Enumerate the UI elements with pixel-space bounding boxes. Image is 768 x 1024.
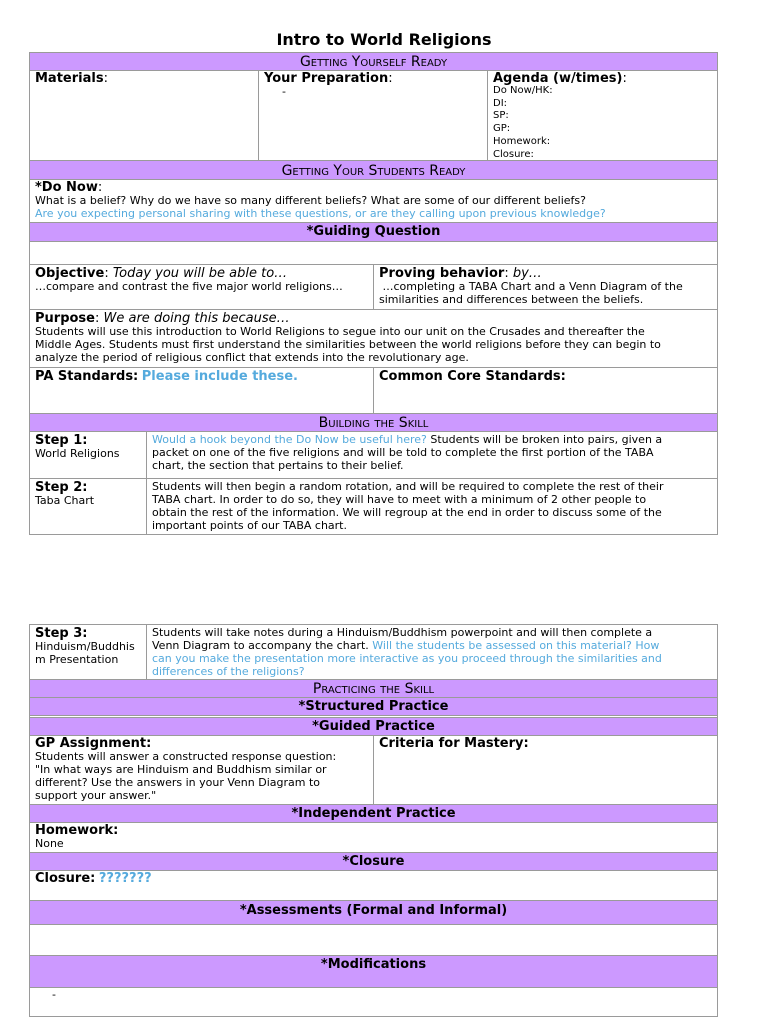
step3-label-cell (29, 624, 147, 680)
closure-label: Closure: (35, 871, 96, 886)
do-now-cell[interactable]: *Do Now: What is a belief? Why do we have so many different beliefs? What are some of our different beliefs? Are you expecting personal sharing with these questions, or are they calling upon previous knowledge? (29, 179, 718, 223)
step2-text-line: TABA chart. In order to do so, they will have to meet with a minimum of 2 other people to (152, 493, 647, 506)
section-independent-practice: *Independent Practice (29, 804, 718, 823)
agenda-item: Closure: (493, 148, 534, 160)
step3-comment: Will the students be assessed on this material? How (368, 639, 660, 652)
purpose-line: Students will use this introduction to World Religions to segue into our unit on the Crusades and thereafter the (35, 325, 645, 338)
proving-text-line: similarities and differences between the beliefs. (379, 293, 644, 306)
closure-cell[interactable] (29, 870, 718, 901)
assessments-cell[interactable] (29, 924, 718, 956)
step1-comment: Would a hook beyond the Do Now be useful here? (152, 433, 427, 446)
pa-standards-cell[interactable] (29, 367, 374, 414)
step3-label: Step 3: (35, 626, 88, 641)
objective-cell[interactable]: Objective: Today you will be able to… …compare and contrast the five major world religions… (29, 264, 374, 310)
do-now-text: What is a belief? Why do we have so many different beliefs? What are some of our different beliefs? (35, 194, 586, 207)
objective-text: …compare and contrast the five major world religions… (35, 280, 343, 293)
step1-text-line: chart, the section that pertains to their belief. (152, 459, 404, 472)
step2-text-line: Students will then begin a random rotation, and will be required to complete the rest of their (152, 480, 664, 493)
materials-cell[interactable]: Materials: (29, 70, 259, 161)
section-assessments: *Assessments (Formal and Informal) (29, 900, 718, 925)
gp-assignment-line: different? Use the answers in your Venn Diagram to (35, 776, 321, 789)
step3-name: m Presentation (35, 653, 119, 666)
step3-comment: differences of the religions? (152, 665, 305, 678)
step3-content-cell[interactable]: Students will take notes during a Hinduism/Buddhism powerpoint and will then complete a Venn Diagram to accompany the chart. Will the students be assessed on this material? How can you make the presentation more interactive as you proceed through the similarities and differences of the religions? (146, 624, 718, 680)
homework-cell[interactable] (29, 822, 718, 853)
guiding-question-cell[interactable] (29, 241, 718, 265)
section-guided-practice: *Guided Practice (29, 717, 718, 736)
step1-label-cell (29, 431, 147, 479)
preparation-item: - (282, 85, 286, 98)
objective-label: Objective (35, 266, 105, 281)
step2-name: Taba Chart (35, 494, 95, 507)
step1-name: World Religions (35, 447, 120, 460)
step2-label-cell (29, 478, 147, 535)
purpose-line: Middle Ages. Students must first understand the similarities between the world religions before they can begin to (35, 338, 661, 351)
homework-label: Homework: (35, 823, 119, 838)
closure-comment: ??????? (98, 871, 152, 886)
gp-assignment-line: support your answer." (35, 789, 157, 802)
step2-label: Step 2: (35, 480, 88, 495)
step2-text-line: important points of our TABA chart. (152, 519, 347, 532)
mastery-cell[interactable] (373, 735, 718, 805)
gp-assignment-cell[interactable] (29, 735, 374, 805)
step1-label: Step 1: (35, 433, 88, 448)
step3-name: Hinduism/Buddhis (35, 640, 135, 653)
gp-assignment-line: Students will answer a constructed response question: (35, 750, 337, 763)
agenda-label: Agenda (w/times) (493, 71, 623, 86)
step3-text-line: Students will take notes during a Hinduism/Buddhism powerpoint and will then complete a (152, 626, 653, 639)
homework-text: None (35, 837, 64, 850)
gp-assignment-line: "In what ways are Hinduism and Buddhism similar or (35, 763, 327, 776)
common-core-label: Common Core Standards: (379, 369, 566, 384)
gp-assignment-label: GP Assignment: (35, 736, 152, 751)
section-closure: *Closure (29, 852, 718, 871)
page-title: Intro to World Religions (276, 30, 492, 49)
do-now-comment: Are you expecting personal sharing with these questions, or are they calling upon previous knowledge? (35, 207, 606, 220)
modifications-item: - (52, 988, 56, 1001)
proving-text-line: …completing a TABA Chart and a Venn Diagram of the (379, 280, 683, 293)
section-getting-students-ready: Getting Your Students Ready (29, 160, 718, 180)
common-core-cell[interactable] (373, 367, 718, 414)
section-building-skill: Building the Skill (29, 413, 718, 432)
mastery-label: Criteria for Mastery: (379, 736, 529, 751)
proving-label: Proving behavior (379, 266, 505, 281)
proving-lead: by… (512, 266, 542, 281)
preparation-cell[interactable]: Your Preparation: - (258, 70, 488, 161)
preparation-label: Your Preparation (264, 71, 389, 86)
step1-text-line: packet on one of the five religions and will be told to complete the first portion of the TABA (152, 446, 654, 459)
purpose-line: analyze the period of religious conflict that extends into the revolutionary age. (35, 351, 469, 364)
pa-standards-label: PA Standards: (35, 369, 139, 384)
pa-standards-comment: Please include these. (141, 369, 298, 384)
section-practicing-skill: Practicing the Skill (29, 679, 718, 698)
agenda-cell[interactable]: Agenda (w/times): Do Now/HK: DI: SP: GP: Homework: Closure: (487, 70, 718, 161)
agenda-item: GP: (493, 123, 511, 135)
section-guiding-question: *Guiding Question (29, 222, 718, 242)
materials-label: Materials (35, 71, 104, 86)
step2-content-cell[interactable] (146, 478, 718, 535)
purpose-lead: We are doing this because… (103, 311, 290, 326)
agenda-item: SP: (493, 110, 509, 122)
do-now-label: *Do Now (35, 180, 98, 195)
agenda-item: Homework: (493, 135, 551, 147)
purpose-label: Purpose (35, 311, 95, 326)
agenda-item: Do Now/HK: (493, 85, 553, 96)
modifications-cell[interactable] (29, 987, 718, 1017)
step3-comment: can you make the presentation more interactive as you proceed through the similarities and (152, 652, 662, 665)
step2-text-line: obtain the rest of the information. We will regroup at the end in order to discuss some of the (152, 506, 662, 519)
section-structured-practice: *Structured Practice (29, 697, 718, 716)
proving-behavior-cell[interactable]: Proving behavior: by… …completing a TABA Chart and a Venn Diagram of the similarities and differences between the beliefs. (373, 264, 718, 310)
objective-lead: Today you will be able to… (112, 266, 288, 281)
section-getting-yourself-ready: Getting Yourself Ready (29, 52, 718, 71)
agenda-item: DI: (493, 97, 508, 109)
section-modifications: *Modifications (29, 955, 718, 988)
purpose-cell[interactable]: Purpose: We are doing this because… Students will use this introduction to World Religions to segue into our unit on the Crusades and thereafter the Middle Ages. Students must first understand the similarities between the world religions before they can begin to analyze the period of religious conflict that extends into the revolutionary age. (29, 309, 718, 368)
step1-content-cell[interactable]: Would a hook beyond the Do Now be useful here? Students will be broken into pairs, given a packet on one of the five religions and will be told to complete the first portion of the TABA chart, the section that pertains to their belief. (146, 431, 718, 479)
